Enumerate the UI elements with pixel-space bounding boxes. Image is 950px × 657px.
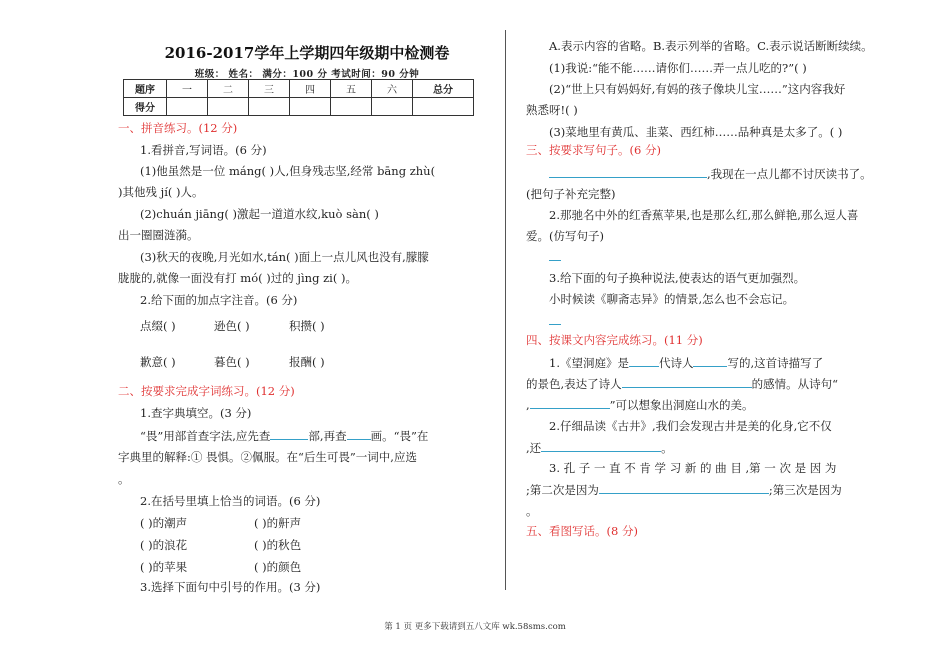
q1-1-c-line2: 胧胧的,就像一面没有打 mó( )过的 jìng zi( )。	[118, 271, 357, 285]
score-cell: 四	[290, 80, 331, 98]
s4-q2-line1: 2.仔细品读《古井》,我们会发现古井是美的化身,它不仅	[549, 419, 832, 433]
section-2-heading: 二、按要求完成字词练习。(12 分)	[118, 384, 295, 398]
score-cell: 题序	[124, 80, 167, 98]
q2-1-text-b: 部,再查	[308, 429, 347, 443]
s3-q3-sentence: 小时候读《聊斋志异》的情景,怎么也不会忘记。	[549, 292, 795, 306]
phrase-item: ( )的浪花	[140, 538, 188, 552]
score-blank[interactable]	[372, 98, 413, 116]
fill-blank[interactable]	[549, 248, 561, 261]
s3-q2-answer	[549, 248, 561, 265]
fill-blank[interactable]	[549, 312, 561, 325]
pinyin-item: 逊色( )	[214, 319, 250, 333]
q2-1-text-a: “畏”用部首查字法,应先查	[140, 429, 271, 443]
pinyin-item: 歉意( )	[140, 355, 176, 369]
section-5-heading: 五、看图写话。(8 分)	[526, 524, 638, 538]
score-blank[interactable]	[290, 98, 331, 116]
section-3-heading: 三、按要求写句子。(6 分)	[526, 143, 661, 157]
s4-q1-text-g: ”可以想象出洞庭山水的美。	[609, 398, 754, 412]
s4-q1-text-a: 1.《望洞庭》是	[549, 356, 629, 370]
q2-1-line2: 字典里的解释:① 畏惧。②佩服。在“后生可畏”一词中,应选	[118, 450, 417, 464]
page-footer: 第 1 页 更多下载请到五八文库 wk.58sms.com	[384, 622, 566, 632]
quote-q2-line1: (2)“世上只有妈妈好,有妈的孩子像块儿宝……”这内容我好	[549, 82, 846, 96]
s4-q3-line1: 3. 孔 子 一 直 不 肯 学 习 新 的 曲 目 ,第 一 次 是 因 为	[549, 461, 837, 475]
fill-blank[interactable]	[599, 481, 769, 494]
score-cell: 五	[331, 80, 372, 98]
score-blank[interactable]	[331, 98, 372, 116]
q1-1-c-line1: (3)秋天的夜晚,月光如水,tán( )面上一点儿风也没有,朦朦	[140, 250, 429, 264]
fill-blank[interactable]	[347, 427, 371, 440]
score-cell: 得分	[124, 98, 167, 116]
s3-q2-line1: 2.那驰名中外的红香蕉苹果,也是那么红,那么鲜艳,那么逗人喜	[549, 208, 859, 222]
s4-q1-text-d: 的景色,表达了诗人	[526, 377, 622, 391]
q1-1-b-line1: (2)chuán jiāng( )激起一道道水纹,kuò sàn( )	[140, 207, 379, 221]
s4-q3-text-b: ;第二次是因为	[526, 483, 599, 497]
s4-q2-text-b: ,还	[526, 441, 542, 455]
s3-q1-hint: (把句子补充完整)	[526, 187, 616, 201]
fill-blank[interactable]	[530, 396, 610, 409]
score-blank[interactable]	[208, 98, 249, 116]
s4-q3-line3: 。	[526, 504, 538, 518]
score-blank[interactable]	[249, 98, 290, 116]
column-divider	[505, 30, 506, 590]
q1-1: 1.看拼音,写词语。(6 分)	[140, 143, 267, 157]
s4-q1-text-b: 代诗人	[658, 356, 694, 370]
score-value-row	[124, 98, 474, 116]
q2-1: 1.查字典填空。(3 分)	[140, 406, 252, 420]
score-blank[interactable]	[413, 98, 474, 116]
s4-q1-text-c: 写的,这首诗描写了	[727, 356, 824, 370]
s4-q1-line3	[526, 396, 754, 413]
section-1-heading: 一、拼音练习。(12 分)	[118, 121, 238, 135]
q2-1-line1	[140, 427, 428, 444]
exam-info: 班级： 姓名： 满分：100 分 考试时间：90 分钟	[194, 69, 420, 80]
score-cell: 二	[208, 80, 249, 98]
score-table	[123, 79, 474, 116]
page-title: 2016-2017学年上学期四年级期中检测卷	[164, 44, 450, 62]
phrase-item: ( )的秋色	[254, 538, 302, 552]
s4-q1-text-e: 的感情。从诗句“	[751, 377, 839, 391]
q2-2: 2.在括号里填上恰当的词语。(6 分)	[140, 494, 321, 508]
fill-blank[interactable]	[693, 354, 727, 367]
fill-blank[interactable]	[622, 375, 752, 388]
pinyin-item: 报酬( )	[289, 355, 325, 369]
s3-q1	[549, 165, 872, 182]
s4-q1-line1	[549, 354, 823, 371]
q1-2: 2.给下面的加点字注音。(6 分)	[140, 293, 298, 307]
phrase-item: ( )的颜色	[254, 560, 302, 574]
s3-q2-line2: 爱。(仿写句子)	[526, 229, 604, 243]
quote-q3: (3)菜地里有黄瓜、韭菜、西红柿……品种真是太多了。( )	[549, 125, 843, 139]
fill-blank[interactable]	[629, 354, 659, 367]
s4-q3-text-c: ;第三次是因为	[768, 483, 842, 497]
q1-1-a-line2: )其他残 jí( )人。	[118, 185, 204, 199]
q1-1-b-line2: 出一圈圈涟漪。	[118, 228, 199, 242]
q2-1-line3: 。	[118, 472, 130, 486]
pinyin-item: 积攒( )	[289, 319, 325, 333]
s4-q1-line2	[526, 375, 838, 392]
q1-1-a-line1: (1)他虽然是一位 máng( )人,但身残志坚,经常 bāng zhù(	[140, 164, 436, 178]
fill-blank[interactable]	[549, 165, 707, 178]
score-header-row	[124, 80, 474, 98]
score-cell: 一	[167, 80, 208, 98]
score-cell: 三	[249, 80, 290, 98]
s3-q1-text: ,我现在一点儿都不讨厌读书了。	[707, 167, 872, 181]
pinyin-item: 暮色( )	[214, 355, 250, 369]
s4-q3-line2	[526, 481, 842, 498]
s4-q2-line2	[526, 439, 673, 456]
s4-q1-text-f: ,	[526, 398, 530, 412]
score-cell: 总分	[413, 80, 474, 98]
phrase-item: ( )的潮声	[140, 516, 188, 530]
q2-3: 3.选择下面句中引号的作用。(3 分)	[140, 580, 321, 594]
fill-blank[interactable]	[541, 439, 661, 452]
phrase-item: ( )的鼾声	[254, 516, 302, 530]
s3-q3-answer	[549, 312, 561, 329]
quote-q2-line2: 熟悉呀!( )	[526, 103, 578, 117]
phrase-item: ( )的苹果	[140, 560, 188, 574]
s4-q2-text-c: 。	[661, 441, 673, 455]
quote-q1: (1)我说:“能不能……请你们……弄一点儿吃的?”( )	[549, 61, 807, 75]
section-4-heading: 四、按课文内容完成练习。(11 分)	[526, 333, 703, 347]
score-blank[interactable]	[167, 98, 208, 116]
quote-options: A.表示内容的省略。B.表示列举的省略。C.表示说话断断续续。	[549, 39, 873, 53]
score-cell: 六	[372, 80, 413, 98]
pinyin-item: 点缀( )	[140, 319, 176, 333]
q2-1-text-c: 画。“畏”在	[370, 429, 429, 443]
s3-q3: 3.给下面的句子换种说法,使表达的语气更加强烈。	[549, 271, 806, 285]
fill-blank[interactable]	[270, 427, 308, 440]
